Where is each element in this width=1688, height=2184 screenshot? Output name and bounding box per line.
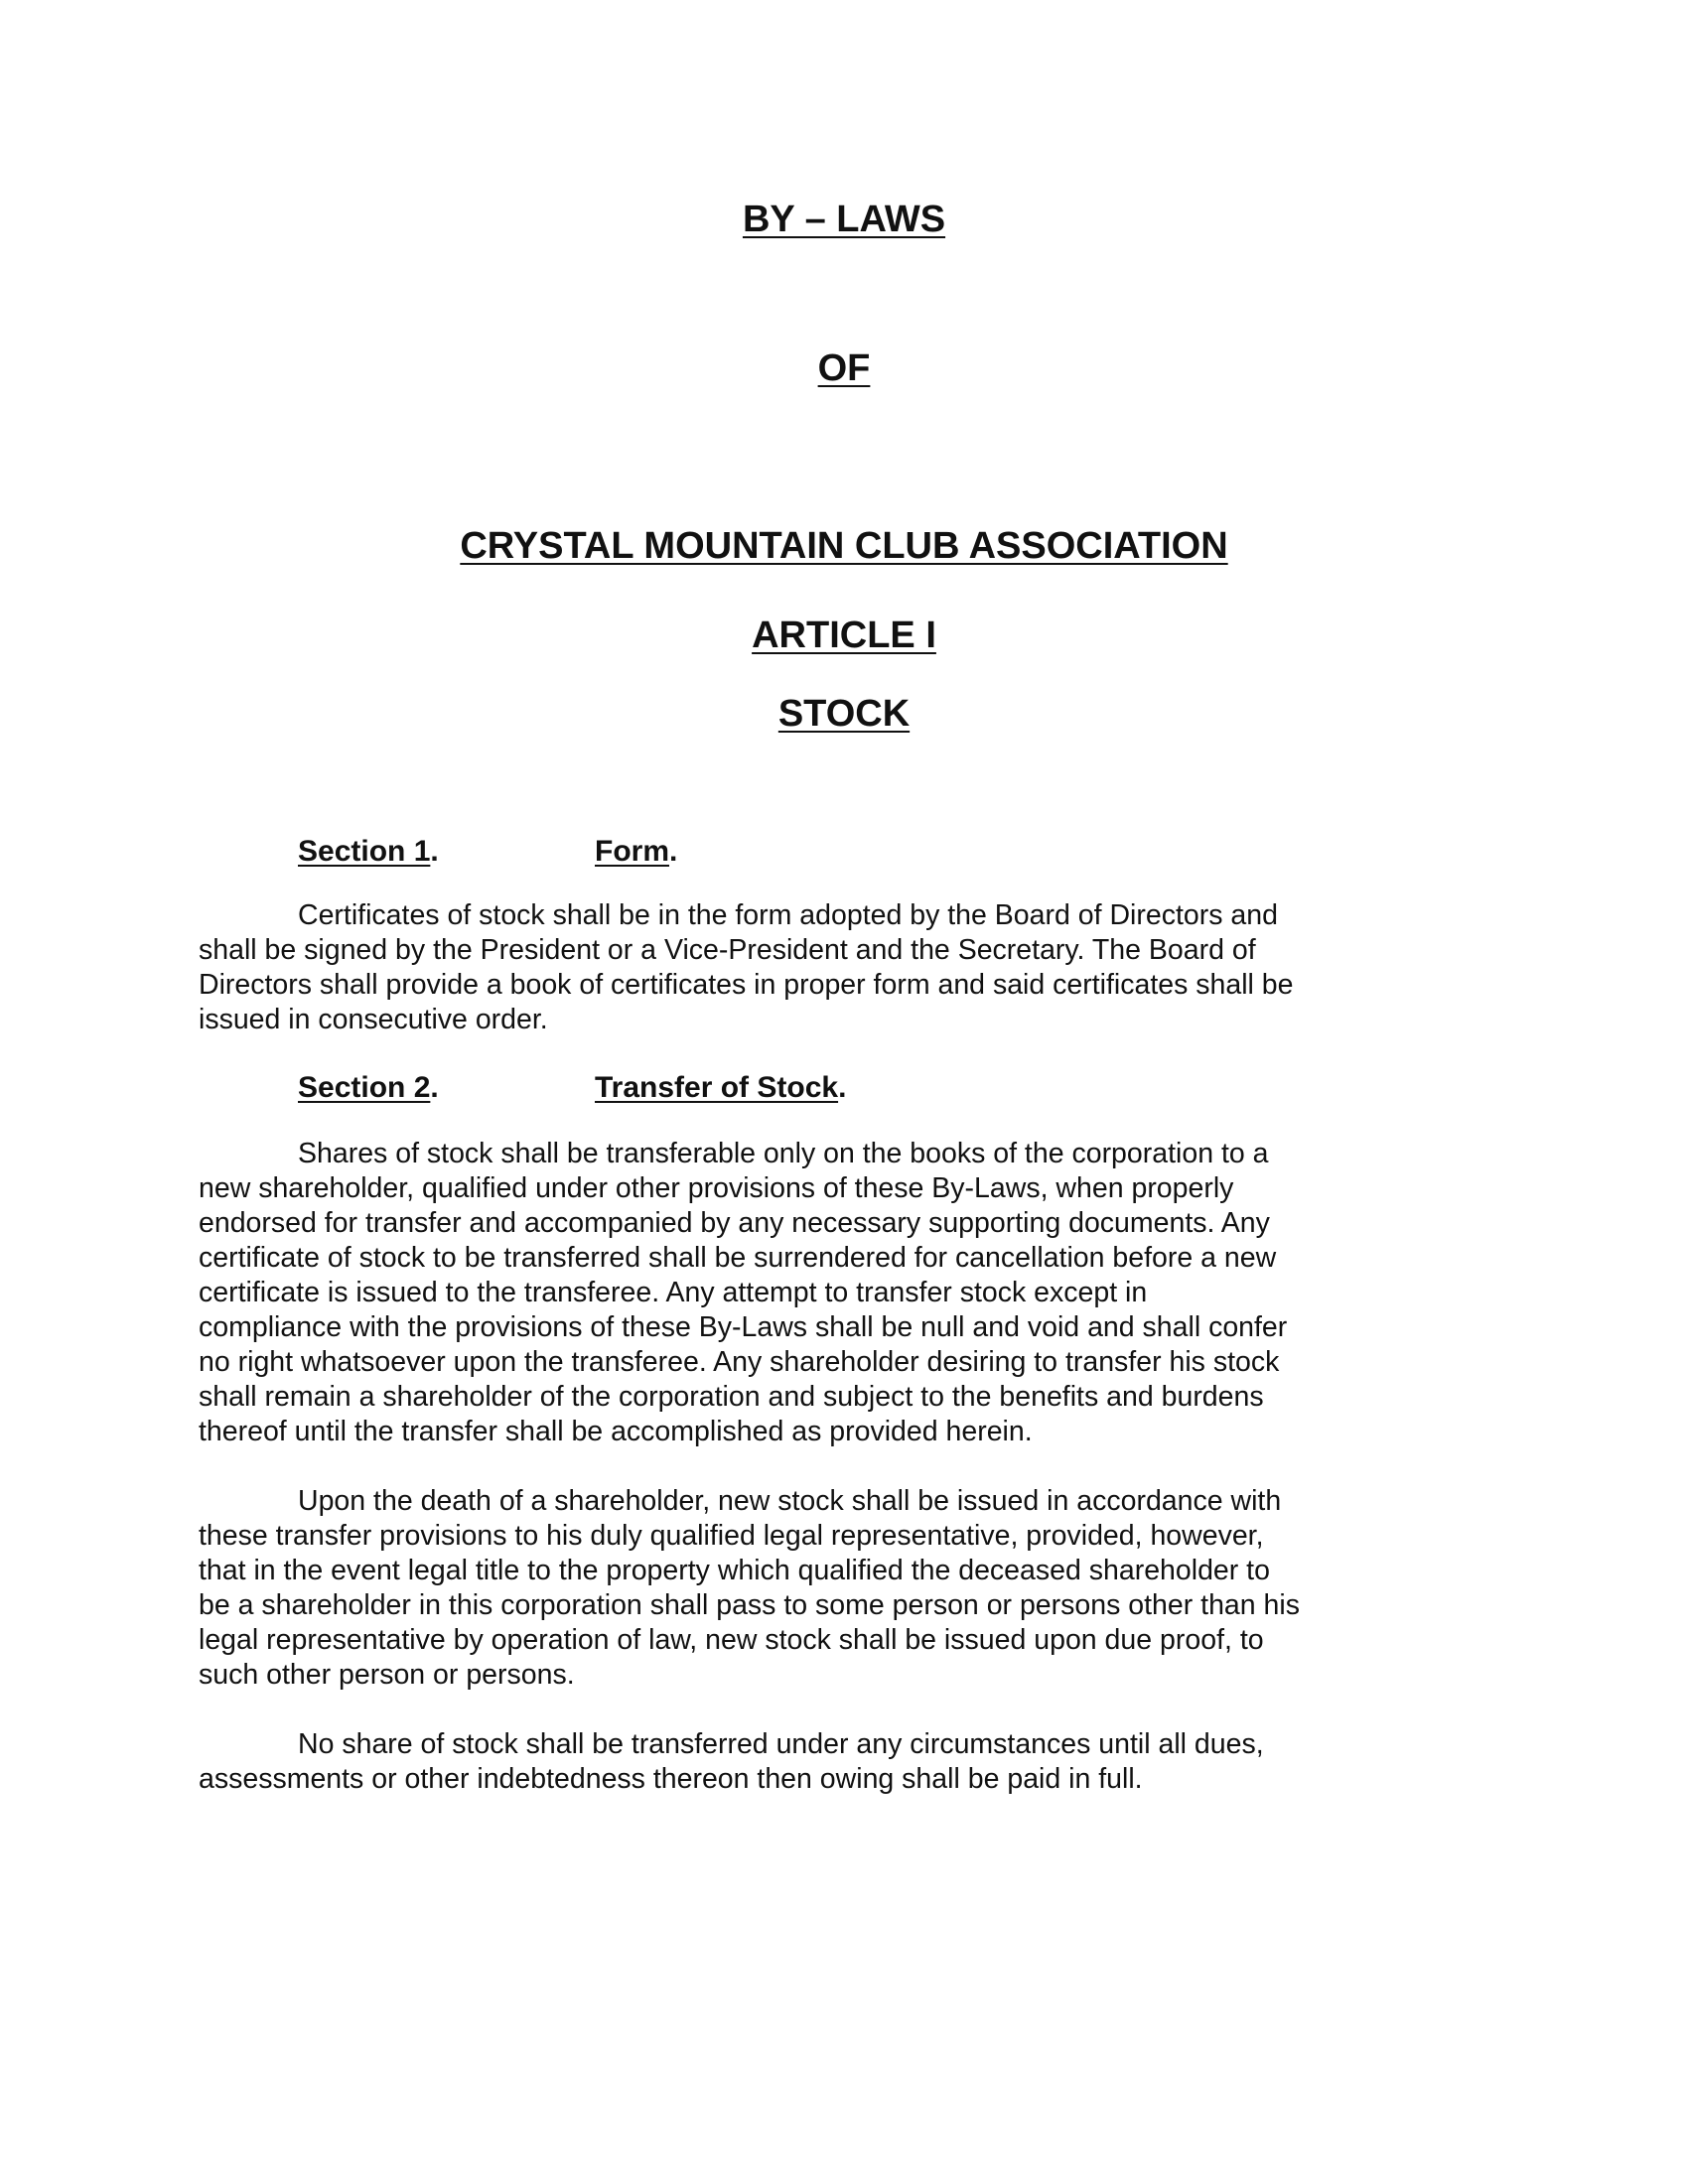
section-number: Section 2 bbox=[298, 1071, 431, 1104]
paragraph-line: certificate of stock to be transferred shall be surrendered for cancellation before a new bbox=[199, 1242, 1277, 1274]
paragraph-line: these transfer provisions to his duly qualified legal representative, provided, however, bbox=[199, 1520, 1264, 1552]
paragraph-line: shall be signed by the President or a Vice-President and the Secretary. The Board of bbox=[199, 934, 1256, 966]
section-2-heading: Section 2. Transfer of Stock. bbox=[298, 1071, 847, 1104]
paragraph-line: Shares of stock shall be transferable only on the books of the corporation to a bbox=[298, 1138, 1269, 1169]
title-stock: STOCK bbox=[777, 693, 911, 735]
paragraph-line: issued in consecutive order. bbox=[199, 1004, 548, 1035]
paragraph-form bbox=[199, 898, 1390, 1037]
document-title-of bbox=[0, 346, 1688, 390]
article-subject bbox=[0, 692, 1688, 736]
paragraph-line: no right whatsoever upon the transferee. Any shareholder desiring to transfer his stock bbox=[199, 1346, 1280, 1378]
organization-name bbox=[0, 524, 1688, 568]
paragraph-line: endorsed for transfer and accompanied by any necessary supporting documents. Any bbox=[199, 1207, 1270, 1239]
paragraph-line: new shareholder, qualified under other provisions of these By-Laws, when properly bbox=[199, 1172, 1234, 1204]
section-name: Form bbox=[595, 835, 669, 868]
title-organization: CRYSTAL MOUNTAIN CLUB ASSOCIATION bbox=[460, 525, 1228, 567]
paragraph-line: Upon the death of a shareholder, new stock shall be issued in accordance with bbox=[298, 1485, 1282, 1517]
paragraph-line: Directors shall provide a book of certificates in proper form and said certificates shall be bbox=[199, 969, 1294, 1001]
section-name: Transfer of Stock bbox=[595, 1071, 839, 1104]
section-number: Section 1 bbox=[298, 835, 431, 868]
article-heading bbox=[0, 614, 1688, 657]
paragraph-line: such other person or persons. bbox=[199, 1659, 575, 1691]
document-title bbox=[0, 198, 1688, 241]
paragraph-line: No share of stock shall be transferred under any circumstances until all dues, bbox=[298, 1728, 1264, 1760]
paragraph-line: that in the event legal title to the property which qualified the deceased shareholder to bbox=[199, 1555, 1270, 1586]
paragraph-line: assessments or other indebtedness thereon then owing shall be paid in full. bbox=[199, 1763, 1143, 1795]
paragraph-death-of-shareholder bbox=[199, 1484, 1390, 1693]
paragraph-line: be a shareholder in this corporation shall pass to some person or persons other than his bbox=[199, 1589, 1300, 1621]
paragraph-line: thereof until the transfer shall be accomplished as provided herein. bbox=[199, 1416, 1033, 1447]
paragraph-transfer bbox=[199, 1137, 1390, 1449]
paragraph-dues bbox=[199, 1727, 1390, 1797]
title-bylaws: BY – LAWS bbox=[742, 199, 946, 240]
paragraph-line: compliance with the provisions of these By-Laws shall be null and void and shall confer bbox=[199, 1311, 1288, 1343]
title-article: ARTICLE I bbox=[752, 614, 936, 656]
paragraph-line: Certificates of stock shall be in the form adopted by the Board of Directors and bbox=[298, 899, 1278, 931]
section-1-heading: Section 1. Form. bbox=[298, 835, 678, 868]
paragraph-line: shall remain a shareholder of the corporation and subject to the benefits and burdens bbox=[199, 1381, 1264, 1413]
paragraph-line: certificate is issued to the transferee. Any attempt to transfer stock except in bbox=[199, 1277, 1148, 1308]
title-of: OF bbox=[817, 347, 871, 389]
paragraph-line: legal representative by operation of law, new stock shall be issued upon due proof, to bbox=[199, 1624, 1264, 1656]
